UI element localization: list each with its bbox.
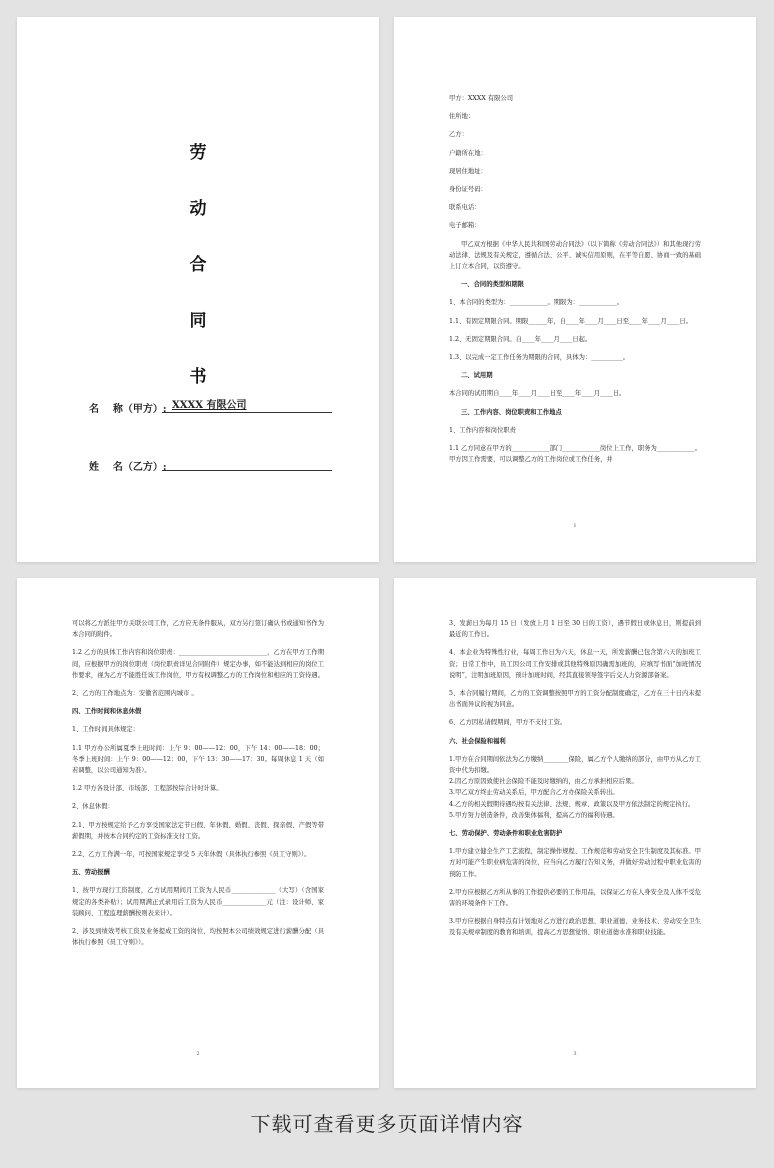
contract-paragraph: 6、乙方因私请假期间，甲方不支付工资。 bbox=[449, 719, 567, 727]
contract-paragraph: 甲方：XXXX 有限公司 bbox=[449, 95, 514, 102]
contract-paragraph: 2、乙方的工作地点为：安徽省范围内城市 。 bbox=[72, 690, 198, 698]
contract-paragraph: 5、本合同履行期间，乙方的工资调整按照甲方的工资分配制度确定，乙方在三十日内未提出书面异议的视为同意。 bbox=[449, 690, 701, 709]
contract-paragraph: 2、涉及到绩效考核工资及业务提成工资的岗位，均按照本公司绩效规定进行薪酬分配（具体执行参照《员工守则》）。 bbox=[72, 928, 324, 947]
cover-title-char: 动 bbox=[189, 199, 207, 219]
contract-paragraph: 住所地： bbox=[449, 113, 475, 121]
cover-title-char: 劳 bbox=[189, 143, 207, 163]
party-b-label: 姓 名（乙方）: bbox=[89, 462, 167, 473]
contract-page-2 bbox=[17, 578, 379, 1088]
contract-paragraph: 2.因乙方原因致使社会保险不能及时缴纳的，由乙方承担相应后果。 bbox=[449, 778, 638, 786]
contract-paragraph: 1、按甲方现行工资制度，乙方试用期间月工资为人民币______________（大写）（含国家规定的各类补贴）；试用期满正式录用后工资为人民币______________元（注：设计师、家装顾问、工程监理薪酬按则表来计）。 bbox=[72, 887, 324, 917]
section-heading: 七、劳动保护、劳动条件和职业危害防护 bbox=[449, 830, 563, 838]
cover-title-char: 书 bbox=[189, 367, 207, 387]
page-number: 3 bbox=[573, 1051, 577, 1057]
download-more-caption: 下载可查看更多页面详情内容 bbox=[250, 1112, 524, 1136]
contract-paragraph: 4、本企业为特殊性行业，每周工作日为六天，休息一天，所发薪酬已包含第六天的加班工资；日常工作中，员工因公司工作安排或其他特殊原因确需加班的，应填写书面“加班情况说明”，注明加班原因，预计加班时间，经其直接领导签字后交人力资源部备案。 bbox=[449, 649, 701, 679]
page-3-content bbox=[449, 618, 701, 939]
contract-paragraph: 联系电话： bbox=[449, 204, 481, 212]
contract-paragraph: 1、工作时间具体规定： bbox=[72, 726, 139, 734]
contract-paragraph: 2.1、甲方按规定给予乙方享受国家法定节日假、年休假、婚假、丧假、探亲假、产假等带薪假期，并按本合同约定的工资标准支付工资。 bbox=[72, 821, 324, 840]
contract-paragraph: 电子邮箱： bbox=[449, 222, 481, 230]
contract-paragraph: 4.乙方的相关假期待遇均按有关法律、法规、规章、政策以及甲方依法制定的规定执行。 bbox=[449, 800, 695, 808]
contract-paragraph: 1.1、有固定期限合同。期限______年，自____年____月____日至____年____月____日。 bbox=[449, 317, 692, 325]
page-2-content bbox=[72, 618, 324, 948]
page-number: 2 bbox=[196, 1051, 200, 1057]
contract-page-1 bbox=[394, 17, 756, 562]
party-b-value-line bbox=[162, 458, 332, 471]
contract-paragraph: 本合同的试用期自____年____月____日至____年____月____日。 bbox=[449, 390, 626, 398]
section-heading: 三、工作内容、岗位职责和工作地点 bbox=[461, 408, 562, 416]
contract-paragraph: 1.甲方建立健全生产工艺流程，制定操作规程、工作规范和劳动安全卫生制度及其标准。甲方对可能产生职业病危害的岗位，应当向乙方履行告知义务，并做好劳动过程中职业危害的预防工作。 bbox=[449, 848, 701, 878]
section-heading: 六、社会保险和福利 bbox=[449, 737, 506, 745]
contract-paragraph: 1、本合同的类型为：____________。期限为：____________。 bbox=[449, 299, 624, 307]
section-heading: 五、劳动报酬 bbox=[72, 869, 110, 877]
cover-title bbox=[17, 125, 379, 405]
section-heading: 一、合同的类型和期限 bbox=[461, 281, 524, 289]
section-heading: 四、工作时间和休息休假 bbox=[72, 708, 142, 716]
contract-paragraph: 1.2 甲方各设计部、市场部、工程部按综合计时计算。 bbox=[72, 785, 223, 793]
contract-paragraph: 3.甲乙双方终止劳动关系后，甲方配合乙方办保险关系转出。 bbox=[449, 789, 619, 797]
contract-paragraph: 2.2、乙方工作满一年，可按国家规定享受 5 天年休假（具体执行参照《员工守则》）。 bbox=[72, 851, 311, 859]
contract-paragraph: 2、休息休假： bbox=[72, 803, 114, 811]
contract-page-3 bbox=[394, 578, 756, 1088]
contract-paragraph: 1.2 乙方的具体工作内容和岗位职责：____________________________，乙方在甲方工作期间，应根据甲方的岗位职责（岗位职责详见合同附件）规定办事，如不能达到相应的岗位工作要求，视为乙方不能胜任该工作岗位，甲方有权调整乙方的工作岗位和相应的工资待遇。 bbox=[72, 649, 324, 679]
page-number: 1 bbox=[573, 523, 577, 529]
contract-paragraph: 5.甲方努力创造条件，改善集体福利，提高乙方的福利待遇。 bbox=[449, 811, 619, 819]
party-a-label: 名 称（甲方）: bbox=[89, 404, 167, 415]
contract-paragraph: 1.3、以完成一定工作任务为期限的合同，具体为：__________。 bbox=[449, 354, 630, 362]
contract-paragraph: 3、发薪日为每月 15 日（发放上月 1 日至 30 日的工资），遇节假日或休息日，则提前到最近的工作日。 bbox=[449, 620, 701, 639]
contract-paragraph: 2.甲方应根据乙方所从事的工作提供必要的工作用品，以保证乙方在人身安全及人体不受危害的环境条件下工作。 bbox=[449, 888, 701, 908]
contract-paragraph: 身份证号码： bbox=[449, 186, 487, 194]
section-heading: 二、试用期 bbox=[461, 372, 493, 380]
cover-title-char: 同 bbox=[189, 311, 207, 331]
contract-paragraph: 3.甲方应根据自身特点有计划地对乙方进行政治思想、职业道德、业务技术、劳动安全卫生及有关规章制度的教育和培训，提高乙方思想觉悟、职业道德水准和职业技能。 bbox=[449, 918, 701, 937]
contract-paragraph: 现居住地址： bbox=[449, 167, 487, 175]
contract-paragraph: 可以将乙方派往甲方关联公司工作，乙方应无条件服从，双方另行签订确认书或通知书作为本合同的附件。 bbox=[72, 620, 324, 639]
contract-paragraph: 1.甲方在合同期间依法为乙方缴纳________保险，属乙方个人缴纳的部分，由甲方从乙方工资中代为扣缴。 bbox=[449, 755, 701, 775]
contract-paragraph: 1.2、无固定期限合同。自____年____月____日起。 bbox=[449, 335, 592, 343]
contract-paragraph: 1.1 甲方办公所属夏季上班时间：上午 9：00——12：00，下午 14：00——18：00；冬季上班时间：上午 9：00——12：00，下午 13：30——17：30。每周休息 1 天（如若调整，以公司通知为准）。 bbox=[72, 744, 324, 775]
contract-paragraph: 乙方： bbox=[449, 131, 468, 139]
contract-paragraph: 1、工作内容和岗位职责 bbox=[449, 426, 516, 434]
party-a-value: XXXX 有限公司 bbox=[162, 400, 332, 413]
page-1-content bbox=[449, 93, 701, 465]
contract-paragraph: 户籍所在地： bbox=[449, 149, 487, 157]
contract-paragraph: 1.1 乙方同意在甲方的____________部门____________岗位上工作，职务为____________。甲方因工作需要，可以调整乙方的工作岗位或工作任务，并 bbox=[449, 445, 701, 464]
cover-title-char: 合 bbox=[189, 255, 207, 275]
cover-page bbox=[17, 17, 379, 562]
contract-paragraph: 甲乙双方根据《中华人民共和国劳动合同法》（以下简称《劳动合同法》）和其他现行劳动法律、法规及有关规定，遵循合法、公平、诚实信用原则，在平等自愿、协商一致的基础上订立本合同，以资遵守。 bbox=[449, 240, 701, 271]
